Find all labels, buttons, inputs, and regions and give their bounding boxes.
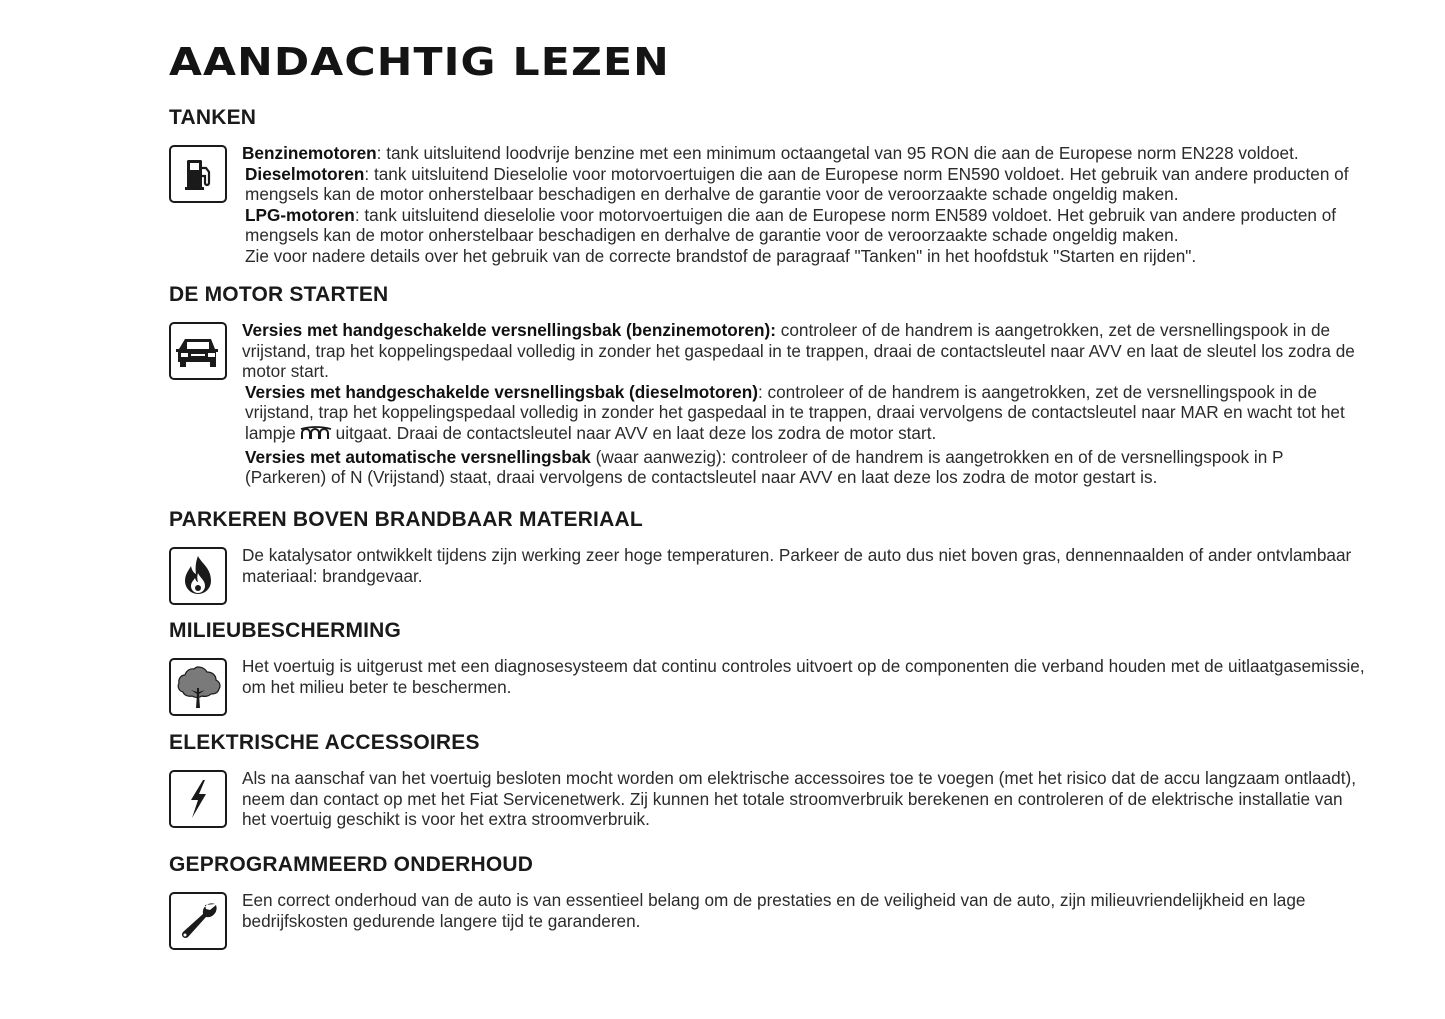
bold-term: Versies met handgeschakelde versnellingsbak (benzinemotoren): — [242, 320, 776, 340]
section-heading: MILIEUBESCHERMING — [169, 619, 402, 642]
section-heading: GEPROGRAMMEERD ONDERHOUD — [169, 853, 534, 876]
paragraph-text: (waar aanwezig): controleer of de handrem is aangetrokken en of de versnellingspook in P (Parkeren) of N (Vrijstand) staat, draai vervolgens de contactsleutel naar AVV en laat deze los zodra de motor gestart is. — [245, 446, 1284, 488]
car-front-icon — [169, 322, 227, 380]
section-heading: ELEKTRISCHE ACCESSOIRES — [169, 731, 480, 754]
page-title: AANDACHTIG LEZEN — [169, 40, 670, 84]
bold-term: Dieselmotoren — [245, 163, 365, 184]
paragraph-text: : controleer of de handrem is aangetrokken, zet de versnellingspook in de vrijstand, trap het koppelingspedaal volledig in zonder het gaspedaal in te trappen, draai vervolgens de contactsleutel naar MAR en wacht tot het lampje — [245, 381, 1345, 443]
wrench-icon — [169, 892, 227, 950]
paragraph-text: De katalysator ontwikkelt tijdens zijn werking zeer hoge temperaturen. Parkeer de auto dus niet boven gras, dennennaalden of ander ontvlambaar materiaal: brandgevaar. — [242, 545, 1352, 586]
tree-icon — [169, 658, 227, 716]
glow-plug-icon — [299, 426, 333, 447]
paragraph-text: : tank uitsluitend loodvrije benzine met een minimum octaangetal van 95 RON die aan de Europese norm EN228 voldoet. — [376, 143, 1299, 163]
lightning-icon — [169, 770, 227, 828]
paragraph-text: Een correct onderhoud van de auto is van essentieel belang om de prestaties en de veiligheid van de auto, zijn milieuvriendelijkheid en lage bedrijfskosten gedurende langere tijd te garanderen. — [242, 890, 1306, 931]
paragraph-text: uitgaat. Draai de contactsleutel naar AVV en laat deze los zodra de motor start. — [335, 422, 937, 443]
bold-term: LPG-motoren — [245, 204, 355, 225]
section-motor-starten — [169, 283, 1369, 488]
bold-term: Versies met automatische versnellingsbak — [245, 446, 591, 467]
bold-term: Benzinemotoren — [242, 143, 377, 163]
bold-term: Versies met handgeschakelde versnellingsbak (dieselmotoren) — [245, 381, 758, 402]
paragraph-text: Het voertuig is uitgerust met een diagnosesysteem dat continu controles uitvoert op de componenten die verband houden met de uitlaatgasemissie, om het milieu beter te beschermen. — [242, 656, 1365, 697]
section-heading: TANKEN — [169, 106, 257, 129]
flame-icon — [169, 547, 227, 605]
section-heading: DE MOTOR STARTEN — [169, 283, 389, 306]
paragraph-text: : tank uitsluitend Dieselolie voor motorvoertuigen die aan de Europese norm EN590 voldoet. Het gebruik van andere producten of mengsels kan de motor onherstelbaar beschadigen en derhalve de garantie voor de veroorzaakte schade ongeldig maken. — [245, 163, 1349, 205]
section-tanken — [169, 106, 1369, 267]
paragraph-text: Als na aanschaf van het voertuig besloten mocht worden om elektrische accessoires toe te voegen (met het risico dat de accu langzaam ontlaadt), neem dan contact op met het Fiat Servicenetwerk. Zij kunnen het totale stroomverbruik berekenen en controleren of de elektrische installatie van het voertuig geschikt is voor het extra stroomverbruik. — [242, 768, 1356, 830]
section-milieubescherming — [169, 619, 1369, 697]
paragraph-text: : tank uitsluitend dieselolie voor motorvoertuigen die aan de Europese norm EN589 voldoet. Het gebruik van andere producten of mengsels kan de motor onherstelbaar beschadigen en derhalve de garantie voor de veroorzaakte schade ongeldig maken. — [245, 204, 1337, 246]
fuel-pump-icon — [169, 145, 227, 203]
section-heading: PARKEREN BOVEN BRANDBAAR MATERIAAL — [169, 508, 643, 531]
section-elektrische-accessoires — [169, 731, 1369, 830]
paragraph-text: controleer of de handrem is aangetrokken, zet de versnellingspook in de vrijstand, trap het koppelingspedaal volledig in zonder het gaspedaal in te trappen, draai de contactsleutel naar AVV en laat de sleutel los zodra de motor start. — [242, 320, 1355, 382]
section-geprogrammeerd-onderhoud — [169, 853, 1369, 931]
section-parkeren — [169, 508, 1369, 586]
paragraph-text: Zie voor nadere details over het gebruik van de correcte brandstof de paragraaf "Tanken" in het hoofdstuk "Starten en rijden". — [245, 245, 1197, 266]
